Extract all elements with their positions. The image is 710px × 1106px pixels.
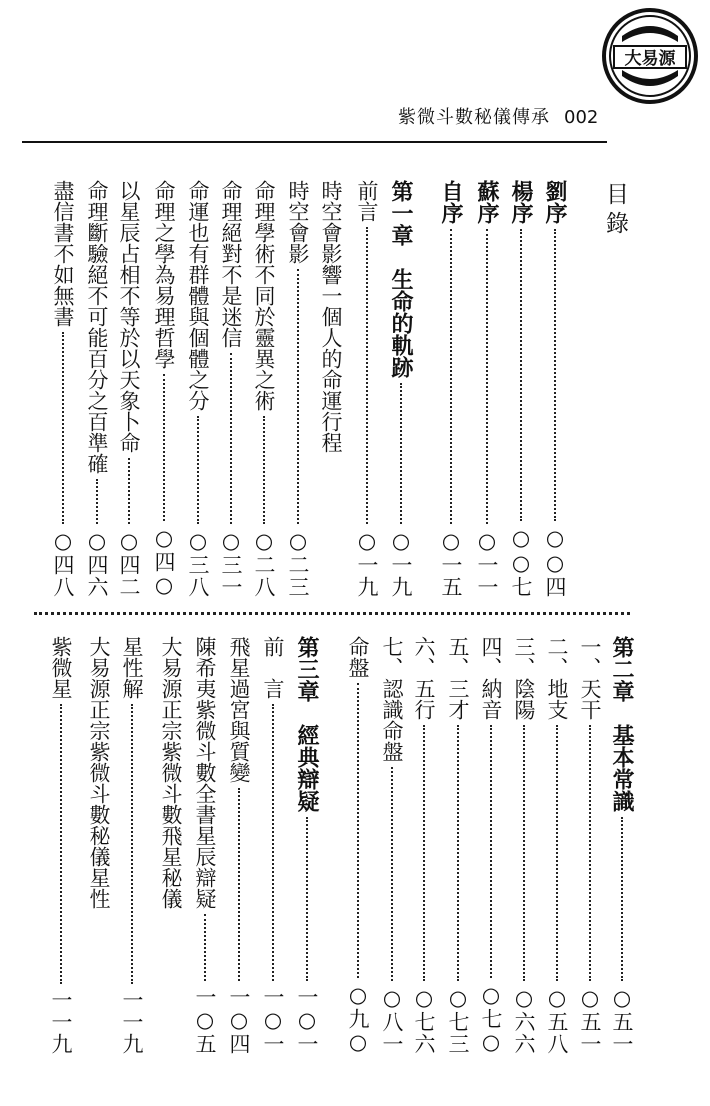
toc-entry-page: ○四六 [85,529,109,598]
dot-leader [357,683,359,978]
toc-entry-title: 命理學術不同於靈異之術 [252,180,276,411]
toc-entry [117,636,147,1055]
dot-leader [621,817,623,981]
toc-entry-page: ○○七 [509,526,533,598]
header-rule [22,141,607,143]
toc-entry-title: 自序 [438,180,464,224]
toc-entry [183,180,213,598]
toc-entry-page: ○八一 [380,986,404,1055]
toc-entry-title: 時空會影響一個人的命運行程 [319,180,343,453]
dot-leader [62,332,64,524]
toc-entry-page: ○五一 [610,986,634,1055]
toc-entry-title: 陳希夷紫微斗數全書星辰辯疑 [193,636,217,909]
logo-icon [600,6,700,106]
toc-entry [82,180,112,598]
toc-entry [377,636,407,1055]
toc-entry-title: 七、認識命盤 [380,636,404,762]
toc-entry-title: 大易源正宗紫微斗數秘儀星性 [87,636,111,909]
dot-leader [450,229,452,524]
toc-entry [542,636,572,1055]
toc-entry [476,636,506,1055]
toc-entry [283,180,313,598]
dot-leader [400,383,402,524]
toc-entry-page: ○二八 [252,529,276,598]
toc-entry-page: ○七三 [446,986,470,1055]
toc-entry [149,180,179,598]
logo-text: 大易源 [624,49,676,69]
dot-leader [263,416,265,524]
dot-leader [457,725,459,981]
dot-leader [197,416,199,524]
dot-leader [523,725,525,981]
toc-entry-title: 楊序 [508,180,534,224]
toc-entry-title: 第一章 生命的軌跡 [388,180,414,378]
toc-entry-page: ○一九 [355,529,379,598]
dot-leader [272,704,274,981]
dot-leader [486,229,488,524]
book-title: 紫微斗數秘儀傳承 [398,107,550,128]
toc-entry-page: 一○一 [261,986,285,1055]
toc-entry-page: ○○四 [543,526,567,598]
toc-entry-title: 命理斷驗絕不可能百分之百準確 [85,180,109,474]
toc-entry [249,180,279,598]
dot-leader [589,725,591,981]
toc-heading: 目錄 [602,182,628,240]
page-number: 002 [564,107,599,128]
dot-leader [163,374,165,521]
dot-leader [366,227,368,524]
toc-entry-page: ○二三 [286,529,310,598]
toc-entry-title: 三、陰陽 [512,636,536,720]
running-header [398,103,598,129]
toc-entry-title: 星性解 [120,636,144,699]
dot-leader [238,788,240,981]
toc-entry [506,180,536,598]
toc-entry-page: ○六六 [512,986,536,1055]
toc-entry [352,180,382,598]
toc-entry-page: 一一九 [120,989,144,1055]
toc-entry-title: 盡信書不如無書 [51,180,75,327]
dot-leader [297,269,299,524]
toc-entry [216,180,246,598]
toc-entry [343,636,373,1055]
dot-leader [60,704,62,984]
dot-leader [554,229,556,521]
dot-leader [490,725,492,978]
toc-entry-page: 一○四 [227,986,251,1055]
toc-entry-title: 飛星過宮與質變 [227,636,251,783]
toc-entry-page: 一○五 [193,986,217,1055]
toc-entry-title: 命運也有群體與個體之分 [186,180,210,411]
toc-entry [292,636,322,1055]
toc-entry [46,636,76,1055]
toc-entry [48,180,78,598]
toc-entry-title: 命盤 [346,636,370,678]
toc-entry [472,180,502,598]
toc-entry [607,636,637,1055]
toc-entry [386,180,416,598]
toc-entry-title: 第三章 經典辯疑 [294,636,320,812]
toc-entry-title: 蘇序 [474,180,500,224]
toc-entry-title: 一、天干 [578,636,602,720]
toc-entry-title: 二、地支 [545,636,569,720]
toc-entry [224,636,254,1055]
toc-entry [84,636,114,1055]
toc-entry-title: 紫微星 [49,636,73,699]
toc-entry-title: 第二章 基本常識 [609,636,635,812]
toc-entry-page: ○四八 [51,529,75,598]
dot-leader [230,353,232,524]
dot-leader [556,725,558,981]
toc-entry-title: 前 言 [261,636,285,699]
toc-entry-title: 命理之學為易理哲學 [152,180,176,369]
toc-entry-title: 大易源正宗紫微斗數飛星秘儀 [159,636,183,909]
toc-entry-page: 一○一 [295,986,319,1055]
toc-entry [258,636,288,1055]
toc-entry-title: 劉序 [542,180,568,224]
toc-entry-page: ○一一 [475,529,499,598]
toc-entry [156,636,186,1055]
toc-entry-page: ○七六 [412,986,436,1055]
toc-entry [443,636,473,1055]
toc-entry-page: ○一九 [389,529,413,598]
toc-entry-title: 五、三才 [446,636,470,720]
toc-entry [316,180,346,598]
toc-entry-title: 四、納音 [479,636,503,720]
toc-entry-page: ○九○ [346,983,370,1055]
toc-entry-page: ○七○ [479,983,503,1055]
toc-entry [409,636,439,1055]
dot-leader [204,914,206,981]
dot-leader [306,817,308,981]
toc-entry-page: 一一九 [49,989,73,1055]
toc-entry-page: ○三八 [186,529,210,598]
dot-leader [131,704,133,984]
toc-entry-page: ○四二 [117,529,141,598]
toc-entry-title: 命理絕對不是迷信 [219,180,243,348]
toc-entry [114,180,144,598]
toc-entry-page: ○一五 [439,529,463,598]
toc-entry-page: ○三一 [219,529,243,598]
section-divider [34,612,630,615]
toc-entry-page: ○五八 [545,986,569,1055]
toc-entry-page: ○五一 [578,986,602,1055]
toc-entry-title: 時空會影 [286,180,310,264]
toc-entry-page: ○四○ [152,526,176,598]
toc-entry-title: 前言 [355,180,379,222]
toc-entry [436,180,466,598]
dot-leader [391,767,393,981]
dot-leader [520,229,522,521]
dot-leader [423,725,425,981]
toc-entry [540,180,570,598]
toc-entry [509,636,539,1055]
dot-leader [96,479,98,524]
toc-entry-title: 以星辰占相不等於以天象卜命 [117,180,141,453]
toc-entry [575,636,605,1055]
dot-leader [128,458,130,524]
toc-entry [190,636,220,1055]
toc-entry-title: 六、五行 [412,636,436,720]
